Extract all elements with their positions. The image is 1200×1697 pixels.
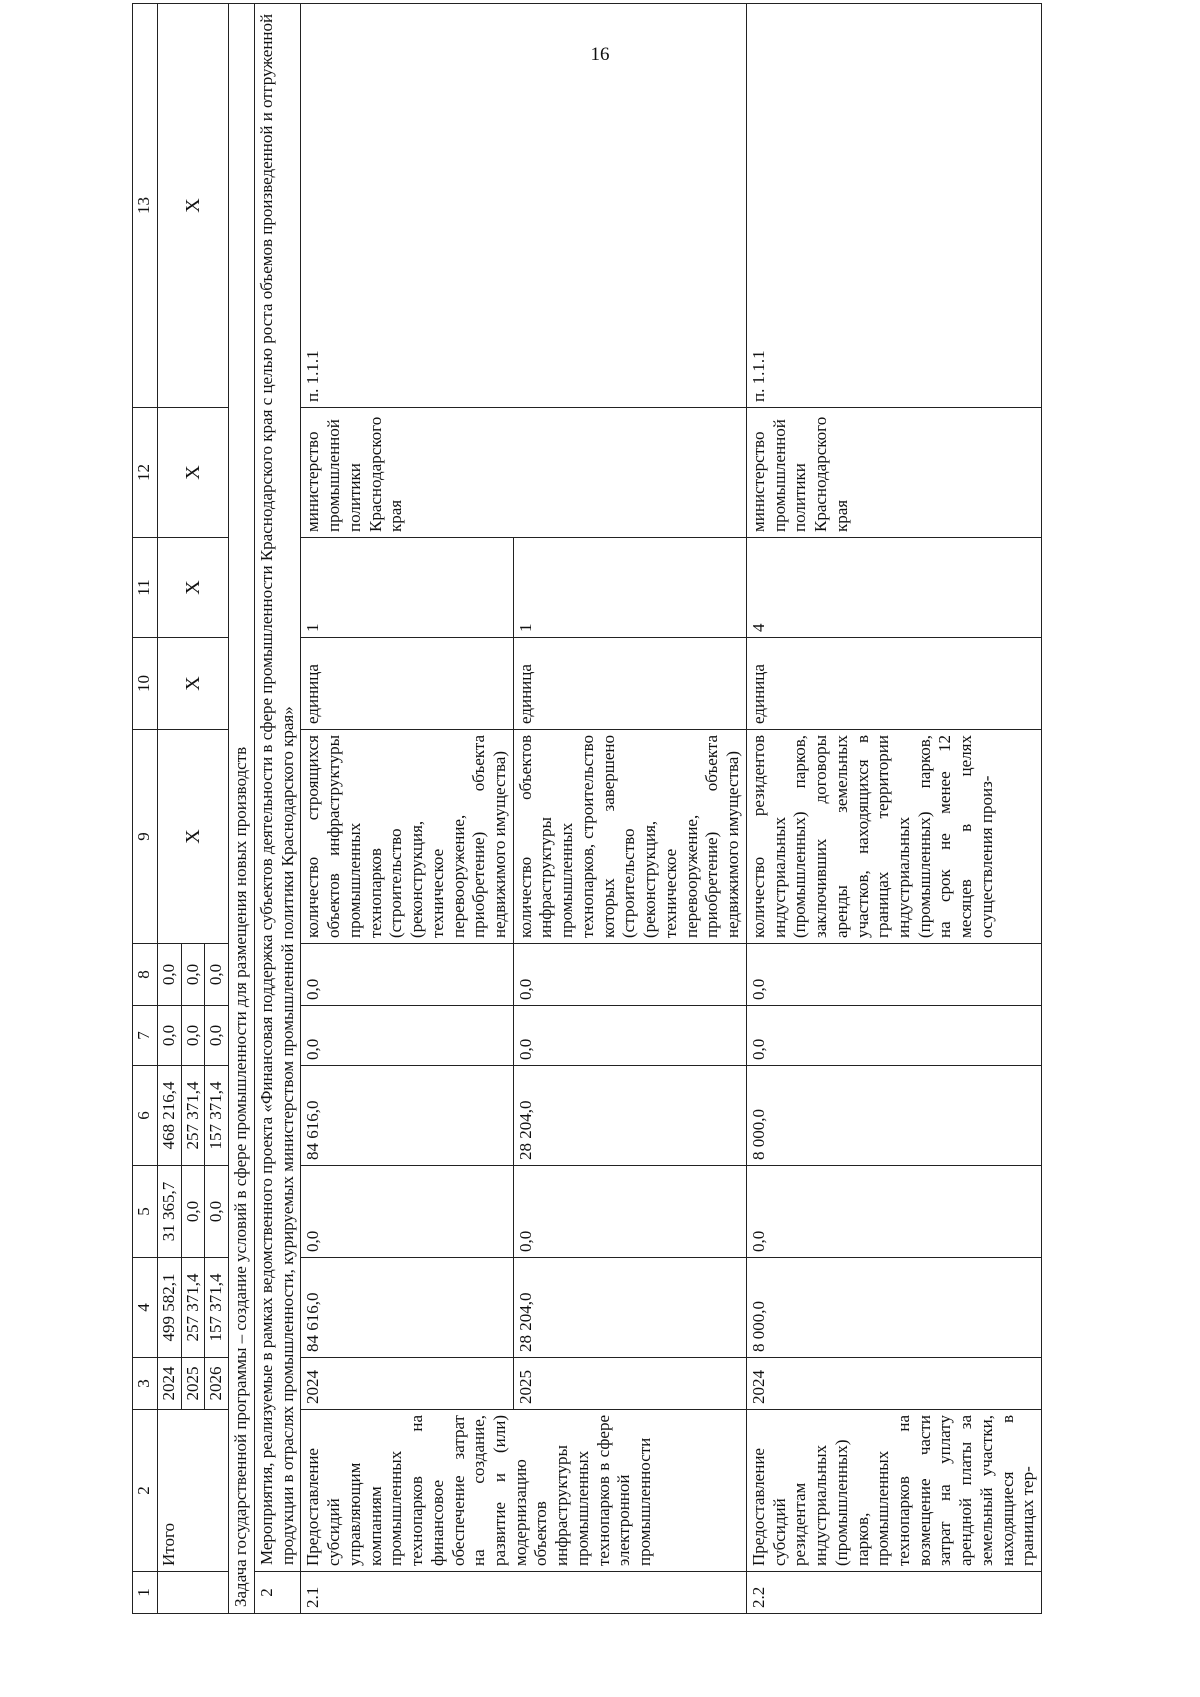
itogo-x-12: X xyxy=(158,408,229,538)
row-value: 28 204,0 xyxy=(513,1066,746,1166)
row-value: 0,0 xyxy=(301,944,513,1006)
col-header-5: 5 xyxy=(133,1166,158,1258)
row-target-value: 1 xyxy=(301,538,513,638)
itogo-year: 2024 xyxy=(158,1358,182,1410)
col-header-3: 3 xyxy=(133,1358,158,1410)
row-indicator: количество объектов инфраструктуры промышленных технопарков, строительство которых завершено (строительство (реконструкция, техническое перевооружение, приобретение) объекта недвижимого имущества) xyxy=(513,730,746,944)
itogo-value: 157 371,4 xyxy=(205,1066,229,1166)
row-executor: министерство промышленной политики Краснодарского края xyxy=(746,408,1041,538)
itogo-x-9: X xyxy=(158,730,229,944)
itogo-value: 0,0 xyxy=(205,1006,229,1066)
col-header-11: 11 xyxy=(133,538,158,638)
task-row xyxy=(229,4,255,1614)
itogo-x-11: X xyxy=(158,538,229,638)
task-text: Задача государственной программы – создание условий в сфере промышленности для размещения новых производств xyxy=(229,4,255,1614)
row-value: 0,0 xyxy=(513,1006,746,1066)
row-year: 2024 xyxy=(746,1358,1041,1410)
measure-text: Мероприятия, реализуемые в рамках ведомственного проекта «Финансовая поддержка субъектов деятельности в сфере промышленности Краснодарского края с целью роста объемов произведенной и отгруженной продукции в отраслях промышленности, курируемых министерством промышленной политики Краснодарского края» xyxy=(254,4,300,1572)
column-number-row xyxy=(133,4,158,1614)
itogo-label: Итого xyxy=(158,1410,229,1572)
itogo-value: 0,0 xyxy=(205,944,229,1006)
itogo-value: 157 371,4 xyxy=(205,1258,229,1358)
col-header-7: 7 xyxy=(133,1006,158,1066)
row-value: 0,0 xyxy=(301,1006,513,1066)
row-executor: министерство промышленной политики Краснодарского края xyxy=(301,408,746,538)
row-name: Предоставление субсидий управляющим компаниям промышленных технопарков на финансовое обеспечение затрат на создание, развитие и (или) модернизацию объектов инфраструктуры промышленных технопарков в сфере электронной промышленности xyxy=(301,1410,746,1572)
table-row xyxy=(301,4,513,1614)
col-header-4: 4 xyxy=(133,1258,158,1358)
row-value: 8 000,0 xyxy=(746,1066,1041,1166)
row-point: п. 1.1.1 xyxy=(301,4,746,408)
col-header-1: 1 xyxy=(133,1572,158,1614)
itogo-value: 257 371,4 xyxy=(181,1258,205,1358)
row-value: 28 204,0 xyxy=(513,1258,746,1358)
col-header-6: 6 xyxy=(133,1066,158,1166)
row-indicator: количество строящихся объектов инфраструктуры промышленных технопарков (строительство (реконструкция, техническое перевооружение, приобретение) объекта недвижимого имущества) xyxy=(301,730,513,944)
row-value: 0,0 xyxy=(746,1006,1041,1066)
row-point: п. 1.1.1 xyxy=(746,4,1041,408)
col-header-10: 10 xyxy=(133,638,158,730)
row-value: 0,0 xyxy=(513,944,746,1006)
itogo-value: 468 216,4 xyxy=(158,1066,182,1166)
row-num: 2.1 xyxy=(301,1572,746,1614)
program-table xyxy=(132,3,1042,1614)
col-header-13: 13 xyxy=(133,4,158,408)
itogo-x-13: X xyxy=(158,4,229,408)
row-value: 0,0 xyxy=(746,1166,1041,1258)
itogo-value: 0,0 xyxy=(181,1006,205,1066)
row-unit: единица xyxy=(301,638,513,730)
row-unit: единица xyxy=(513,638,746,730)
measure-row xyxy=(254,4,300,1614)
itogo-value: 0,0 xyxy=(205,1166,229,1258)
col-header-2: 2 xyxy=(133,1410,158,1572)
itogo-num-cell xyxy=(158,1572,229,1614)
itogo-x-10: X xyxy=(158,638,229,730)
itogo-value: 31 365,7 xyxy=(158,1166,182,1258)
row-target-value: 4 xyxy=(746,538,1041,638)
itogo-value: 0,0 xyxy=(181,1166,205,1258)
itogo-year: 2026 xyxy=(205,1358,229,1410)
itogo-value: 0,0 xyxy=(158,1006,182,1066)
row-value: 0,0 xyxy=(301,1166,513,1258)
itogo-year: 2025 xyxy=(181,1358,205,1410)
row-value: 84 616,0 xyxy=(301,1258,513,1358)
rotated-table-area xyxy=(132,13,1172,1614)
row-year: 2025 xyxy=(513,1358,746,1410)
row-indicator: количество резидентов индустриальных (промышленных) парков, заключивших договоры аренды земельных участков, находящихся в границах территории индустриальных (промышленных) парков, на срок не менее 12 месяцев в целях осуществления произ- xyxy=(746,730,1041,944)
row-value: 0,0 xyxy=(746,944,1041,1006)
itogo-value: 0,0 xyxy=(158,944,182,1006)
itogo-value: 0,0 xyxy=(181,944,205,1006)
col-header-12: 12 xyxy=(133,408,158,538)
page-number: 16 xyxy=(590,44,610,65)
row-target-value: 1 xyxy=(513,538,746,638)
row-value: 0,0 xyxy=(513,1166,746,1258)
row-num: 2.2 xyxy=(746,1572,1041,1614)
table-row xyxy=(746,4,1041,1614)
measure-num: 2 xyxy=(254,1572,300,1614)
row-value: 8 000,0 xyxy=(746,1258,1041,1358)
itogo-value: 257 371,4 xyxy=(181,1066,205,1166)
row-name: Предоставление субсидий резидентам индустриальных (промышленных) парков, промышленных технопарков на возмещение части затрат на уплату арендной платы за земельный участки, находящиеся в границах тер- xyxy=(746,1410,1041,1572)
row-value: 84 616,0 xyxy=(301,1066,513,1166)
row-unit: единица xyxy=(746,638,1041,730)
itogo-value: 499 582,1 xyxy=(158,1258,182,1358)
itogo-row xyxy=(158,4,182,1614)
row-year: 2024 xyxy=(301,1358,513,1410)
col-header-8: 8 xyxy=(133,944,158,1006)
col-header-9: 9 xyxy=(133,730,158,944)
